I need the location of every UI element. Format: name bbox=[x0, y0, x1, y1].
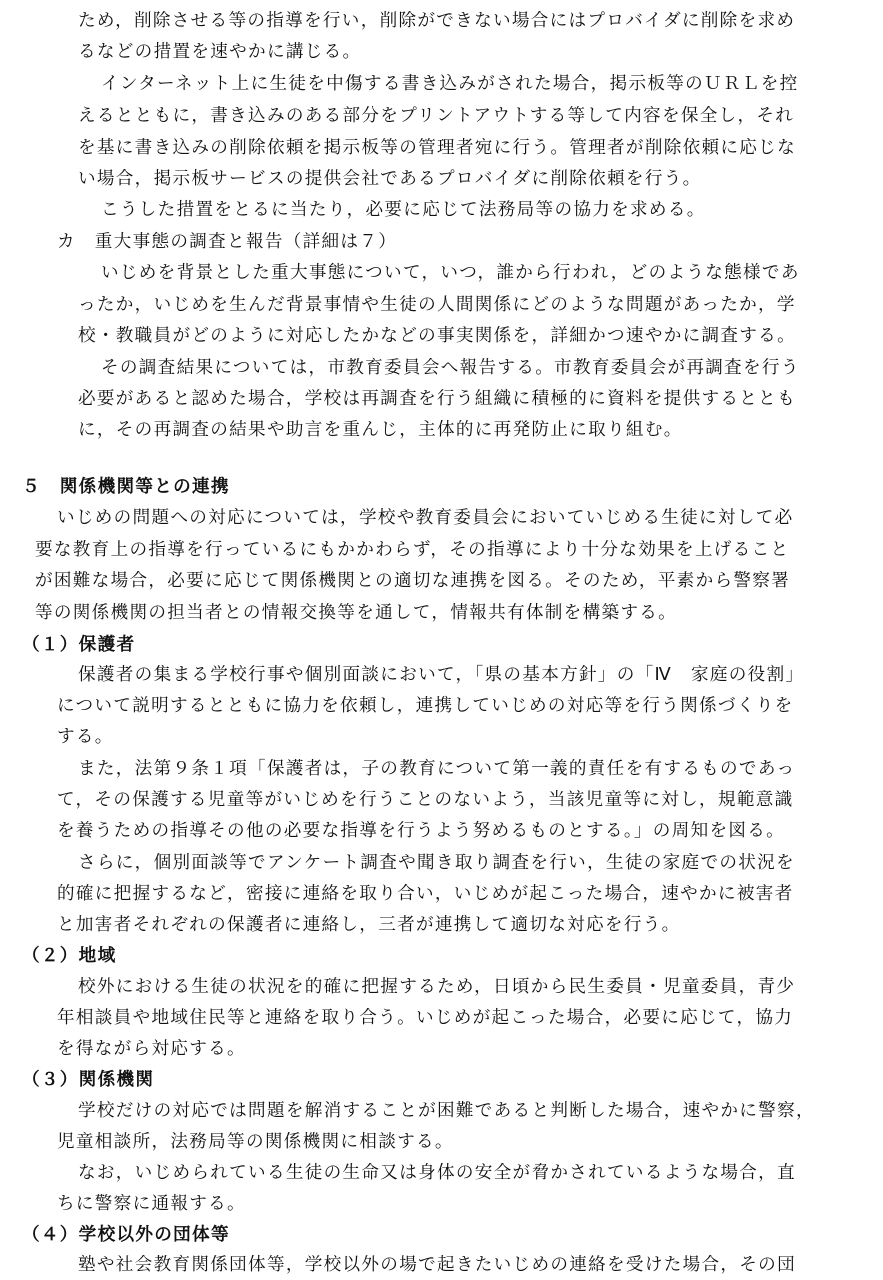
body-text-line: 等の関係機関の担当者との情報交換等を通して，情報共有体制を構築する。 bbox=[35, 603, 678, 623]
body-text-line: を基に書き込みの削除依頼を掲示板等の管理者宛に行う。管理者が削除依頼に応じな bbox=[78, 138, 796, 158]
body-text-line: する。 bbox=[57, 727, 114, 747]
body-text-line: ため，削除させる等の指導を行い，削除ができない場合にはプロバイダに削除を求め bbox=[78, 11, 796, 31]
section-heading: ５ 関係機関等との連携 bbox=[22, 477, 230, 497]
body-text-line: その調査結果については，市教育委員会へ報告する。市教育委員会が再調査を行う bbox=[101, 358, 800, 378]
subsection-heading: カ 重大事態の調査と報告（詳細は７） bbox=[57, 232, 398, 252]
body-text-line: 要な教育上の指導を行っているにもかかわらず，その指導により十分な効果を上げること bbox=[35, 540, 790, 560]
body-text-line: について説明するとともに協力を依頼し，連携していじめの対応等を行う関係づくりを bbox=[57, 696, 794, 716]
subsection-heading: （４）学校以外の団体等 bbox=[22, 1225, 230, 1245]
body-text-line: て，その保護する児童等がいじめを行うことのないよう，当該児童等に対し，規範意識 bbox=[57, 790, 794, 810]
body-text-line: いじめの問題への対応については，学校や教育委員会においていじめる生徒に対して必 bbox=[57, 508, 794, 528]
body-text-line: また，法第９条１項「保護者は，子の教育について第一義的責任を有するものであっ bbox=[78, 759, 796, 779]
body-text-line: を養うための指導その他の必要な指導を行うよう努めるものとする。」の周知を図る。 bbox=[57, 821, 786, 841]
body-text-line: るなどの措置を速やかに講じる。 bbox=[78, 42, 362, 62]
body-text-line: 校・教職員がどのように対応したかなどの事実関係を，詳細かつ速やかに調査する。 bbox=[78, 326, 796, 346]
body-text-line: と加害者それぞれの保護者に連絡し，三者が連携して適切な対応を行う。 bbox=[57, 915, 681, 935]
body-text-line: 塾や社会教育関係団体等，学校以外の場で起きたいじめの連絡を受けた場合，その団 bbox=[78, 1255, 796, 1275]
body-text-line: に，その再調査の結果や助言を重んじ，主体的に再発防止に取り組む。 bbox=[78, 420, 683, 440]
body-text-line: いじめを背景とした重大事態について，いつ，誰から行われ，どのような態様であ bbox=[101, 263, 800, 283]
body-text-line: を得ながら対応する。 bbox=[57, 1039, 246, 1059]
body-text-line: こうした措置をとるに当たり，必要に応じて法務局等の協力を求める。 bbox=[101, 200, 706, 220]
body-text-line: 学校だけの対応では問題を解消することが困難であると判断した場合，速やかに警察， bbox=[78, 1101, 815, 1121]
body-text-line: ちに警察に通報する。 bbox=[57, 1194, 246, 1214]
body-text-line: ったか，いじめを生んだ背景事情や生徒の人間関係にどのような問題があったか，学 bbox=[78, 295, 796, 315]
body-text-line: 的確に把握するなど，密接に連絡を取り合い，いじめが起こった場合，速やかに被害者 bbox=[57, 884, 794, 904]
subsection-heading: （１）保護者 bbox=[22, 635, 136, 655]
body-text-line: さらに，個別面談等でアンケート調査や聞き取り調査を行い，生徒の家庭での状況を bbox=[78, 853, 795, 873]
body-text-line: い場合，掲示板サービスの提供会社であるプロバイダに削除依頼を行う。 bbox=[78, 169, 702, 189]
body-text-line: 必要があると認めた場合，学校は再調査を行う組織に積極的に資料を提供するととも bbox=[78, 389, 796, 409]
body-text-line: えるとともに，書き込みのある部分をプリントアウトする等して内容を保全し，それ bbox=[78, 106, 795, 126]
body-text-line: インターネット上に生徒を中傷する書き込みがされた場合，掲示板等のＵＲＬを控 bbox=[101, 74, 799, 94]
subsection-heading: （２）地域 bbox=[22, 946, 117, 966]
body-text-line: なお，いじめられている生徒の生命又は身体の安全が脅かされているような場合，直 bbox=[78, 1163, 796, 1183]
body-text-line: が困難な場合，必要に応じて関係機関との適切な連携を図る。そのため，平素から警察署 bbox=[35, 571, 791, 591]
body-text-line: 保護者の集まる学校行事や個別面談において，「県の基本方針」の「Ⅳ 家庭の役割」 bbox=[78, 665, 805, 685]
body-text-line: 年相談員や地域住民等と連絡を取り合う。いじめが起こった場合，必要に応じて，協力 bbox=[57, 1008, 794, 1028]
subsection-heading: （３）関係機関 bbox=[22, 1070, 155, 1090]
body-text-line: 校外における生徒の状況を的確に把握するため，日頃から民生委員・児童委員，青少 bbox=[78, 977, 796, 997]
body-text-line: 児童相談所，法務局等の関係機関に相談する。 bbox=[57, 1132, 454, 1152]
